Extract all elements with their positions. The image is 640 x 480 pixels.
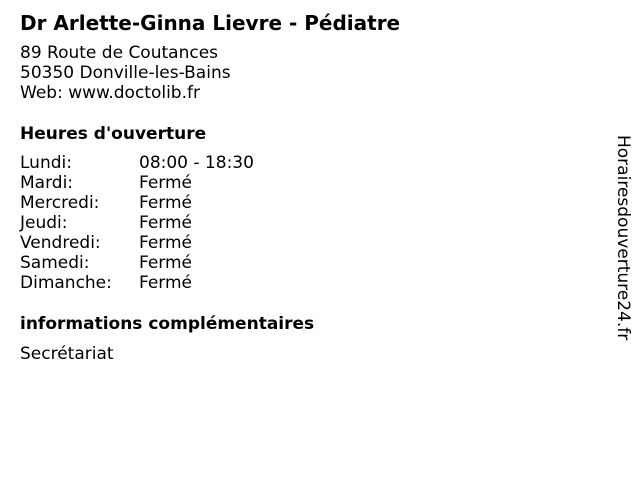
day-hours: Fermé	[139, 273, 193, 293]
day-label: Dimanche:	[20, 273, 112, 293]
day-label: Jeudi:	[20, 213, 68, 233]
day-hours: Fermé	[139, 193, 193, 213]
day-hours: Fermé	[139, 173, 193, 193]
day-hours: Fermé	[139, 233, 193, 253]
hours-heading: Heures d'ouverture	[20, 124, 207, 144]
info-text: Secrétariat	[20, 344, 114, 364]
website-text: Web: www.doctolib.fr	[20, 83, 200, 103]
practice-title: Dr Arlette-Ginna Lievre - Pédiatre	[20, 11, 401, 35]
address-street: 89 Route de Coutances	[20, 43, 219, 63]
day-hours: Fermé	[139, 213, 193, 233]
day-label: Samedi:	[20, 253, 90, 273]
day-hours: Fermé	[139, 253, 193, 273]
day-label: Lundi:	[20, 153, 72, 173]
watermark-text: Horairesdouverture24.fr	[613, 135, 633, 341]
day-hours: 08:00 - 18:30	[139, 153, 254, 173]
watermark	[610, 135, 636, 345]
address-block	[20, 43, 231, 103]
info-heading: informations complémentaires	[20, 314, 315, 334]
day-label: Vendredi:	[20, 233, 101, 253]
address-city: 50350 Donville-les-Bains	[20, 63, 231, 83]
day-label: Mercredi:	[20, 193, 100, 213]
day-label: Mardi:	[20, 173, 74, 193]
